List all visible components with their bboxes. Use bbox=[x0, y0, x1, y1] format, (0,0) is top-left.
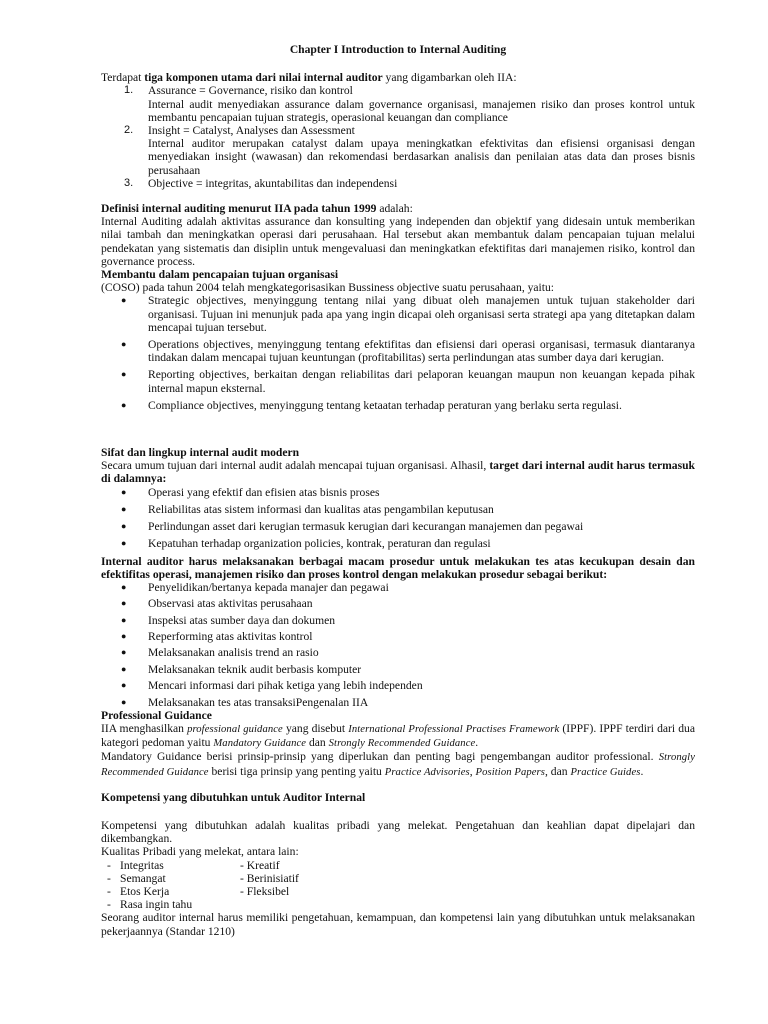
bullet-icon: ● bbox=[121, 339, 127, 350]
list-item: - Semangat - Berinisiatif bbox=[107, 871, 299, 885]
list-item: ● Melaksanakan tes atas transaksiPengenalan IIA bbox=[121, 695, 369, 709]
page-title: Chapter I Introduction to Internal Auditing bbox=[289, 43, 507, 56]
list-number: 2. bbox=[124, 124, 134, 137]
qualities-list bbox=[101, 859, 695, 912]
bullet-icon: ● bbox=[121, 295, 127, 306]
list-item: ● Inspeksi atas sumber daya dan dokumen bbox=[121, 613, 336, 627]
bullet-icon: ● bbox=[121, 521, 127, 532]
scope-intro: Secara umum tujuan dari internal audit adalah mencapai tujuan organisasi. Alhasil, target dari internal audit harus termasuk di dalamnya: bbox=[101, 459, 695, 486]
list-item: ● Kepatuhan terhadap organization policies, kontrak, peraturan dan regulasi bbox=[121, 537, 491, 551]
list-item: ● Strategic objectives, menyinggung tentang nilai yang dibuat oleh manajemen untuk tujuan stakeholder dari organisasi. Tujuan ini menunjuk pada apa yang ingin dicapai oleh organisasi serta strategi apa yang ditetapkan dalam mencapai tujuan tersebut. bbox=[121, 294, 695, 334]
intro-bold: tiga komponen utama dari nilai internal auditor bbox=[144, 71, 383, 85]
bullet-icon: ● bbox=[121, 538, 127, 549]
guidance-paragraph-1: IIA menghasilkan professional guidance yang disebut International Professional Practises Framework (IPPF). IPPF terdiri dari dua kategori pedoman yaitu Mandatory Guidance dan Strongly Recommended Guidance. bbox=[101, 722, 695, 750]
competence-text: Kompetensi yang dibutuhkan adalah kualitas pribadi yang melekat. Pengetahuan dan keahlian dapat dipelajari dan dikembangkan. bbox=[101, 819, 695, 846]
definition-text: Internal Auditing adalah aktivitas assurance dan konsulting yang independen dan objektif yang didesain untuk memberikan nilai tambah dan meningkatkan operasi dari perusahaan. Hal tersebut akan membantuk dalam pencapaian tujuan melalui pendekatan yang sistematis dan disiplin untuk mengevaluasi dan meningkatkan efektifitas dari manajemen risiko, kontrol dan governance process. bbox=[101, 215, 695, 268]
bullet-icon: ● bbox=[121, 369, 127, 380]
list-item: ● Reliabilitas atas sistem informasi dan kualitas atas pengambilan keputusan bbox=[121, 502, 494, 516]
list-item: ● Perlindungan asset dari kerugian termasuk kerugian dari kecurangan manajemen dan pegawai bbox=[121, 520, 584, 534]
component-head: Insight = Catalyst, Analyses dan Assessment bbox=[148, 124, 355, 138]
bullet-icon: ● bbox=[121, 696, 127, 707]
list-number: 1. bbox=[124, 84, 134, 97]
bullet-icon: ● bbox=[121, 503, 127, 514]
list-item: ● Reperforming atas aktivitas kontrol bbox=[121, 630, 313, 644]
component-head: Objective = integritas, akuntabilitas dan independensi bbox=[148, 176, 398, 190]
procedures-heading: Internal auditor harus melaksanakan berbagai macam prosedur untuk melakukan tes atas kecukupan desain dan efektifitas operasi, manajemen risiko dan proses kontrol dengan melakukan prosedur sebagai berikut: bbox=[101, 554, 695, 581]
intro-paragraph: Terdapat tiga komponen utama dari nilai internal auditor yang digambarkan oleh IIA: bbox=[101, 71, 517, 85]
list-item: ● Penyelidikan/bertanya kepada manajer dan pegawai bbox=[121, 580, 389, 594]
component-desc: Internal audit menyediakan assurance dalam governance organisasi, manajemen risiko dan proses kontrol untuk membantu pencapaian tujuan strategis, operasional keuangan dan compliance bbox=[148, 97, 695, 124]
list-item bbox=[101, 84, 695, 124]
bullet-icon: ● bbox=[121, 486, 127, 497]
list-item: ● Melaksanakan teknik audit berbasis komputer bbox=[121, 662, 362, 676]
bullet-icon: ● bbox=[121, 581, 127, 592]
list-item: ● Reporting objectives, berkaitan dengan reliabilitas dari pelaporan keuangan maupun non keuangan kepada pihak internal mapun eksternal. bbox=[121, 368, 695, 395]
dash-marker: - bbox=[107, 885, 111, 899]
dash-marker: - bbox=[107, 858, 111, 872]
list-item: ● Compliance objectives, menyinggung tentang ketaatan terhadap peraturan yang berlaku serta regulasi. bbox=[121, 398, 622, 412]
bullet-icon: ● bbox=[121, 680, 127, 691]
competence-heading: Kompetensi yang dibutuhkan untuk Auditor Internal bbox=[101, 790, 366, 804]
bullet-icon: ● bbox=[121, 614, 127, 625]
component-desc: Internal auditor merupakan catalyst dalam upaya meningkatkan efektivitas dan efisiensi organisasi dengan menyediakan insight (wawasan) dan rekomendasi berdasarkan analisis dan penilaian atas data dan proses bisnis perusahaan bbox=[148, 137, 695, 177]
bullet-icon: ● bbox=[121, 663, 127, 674]
list-number: 3. bbox=[124, 176, 134, 189]
scope-heading: Sifat dan lingkup internal audit modern bbox=[101, 446, 300, 460]
procedures-list bbox=[101, 581, 695, 709]
list-item bbox=[101, 177, 695, 190]
list-item: ● Melaksanakan analisis trend an rasio bbox=[121, 646, 319, 660]
competence-qualities-intro: Kualitas Pribadi yang melekat, antara lain: bbox=[101, 845, 299, 859]
document-content bbox=[101, 43, 695, 938]
guidance-heading: Professional Guidance bbox=[101, 708, 212, 722]
dash-marker: - bbox=[107, 871, 111, 885]
objectives-intro: (COSO) pada tahun 2004 telah mengkategorisasikan Bussiness objective suatu perusahaan, yaitu: bbox=[101, 281, 555, 295]
list-item: ● Operasi yang efektif dan efisien atas bisnis proses bbox=[121, 485, 380, 499]
dash-marker: - bbox=[107, 898, 111, 912]
component-head: Assurance = Governance, risiko dan kontrol bbox=[148, 84, 353, 98]
bullet-icon: ● bbox=[121, 631, 127, 642]
list-item bbox=[101, 124, 695, 177]
list-item: - Rasa ingin tahu bbox=[107, 898, 193, 912]
scope-list bbox=[101, 486, 695, 551]
guidance-paragraph-2: Mandatory Guidance berisi prinsip-prinsip yang diperlukan dan penting bagi pengembangan auditor professional. Strongly Recommended Guidance berisi tiga prinsip yang penting yaitu Practice Advisories, Position Papers, dan Practice Guides. bbox=[101, 750, 695, 778]
list-item: - Etos Kerja - Fleksibel bbox=[107, 885, 290, 899]
bullet-icon: ● bbox=[121, 647, 127, 658]
definition-heading: Definisi internal auditing menurut IIA pada tahun 1999 adalah: bbox=[101, 202, 413, 216]
list-item: ● Observasi atas aktivitas perusahaan bbox=[121, 597, 313, 611]
objectives-heading: Membantu dalam pencapaian tujuan organisasi bbox=[101, 268, 339, 282]
bullet-icon: ● bbox=[121, 598, 127, 609]
list-item: ● Operations objectives, menyinggung tentang efektifitas dan efisiensi dari operasi organisasi, termasuk diantaranya tindakan dalam mencapai tujuan keuntungan (profitabilitas) serta perlindungan atas sumber daya dari kerugian. bbox=[121, 338, 695, 365]
list-item: ● Mencari informasi dari pihak ketiga yang lebih independen bbox=[121, 679, 423, 693]
objectives-list bbox=[101, 294, 695, 412]
competence-closing: Seorang auditor internal harus memiliki pengetahuan, kemampuan, dan kompetensi lain yang dibutuhkan untuk melaksanakan pekerjaannya (Standar 1210) bbox=[101, 911, 695, 938]
list-item: - Integritas - Kreatif bbox=[107, 858, 280, 872]
components-list bbox=[101, 84, 695, 190]
bullet-icon: ● bbox=[121, 399, 127, 410]
